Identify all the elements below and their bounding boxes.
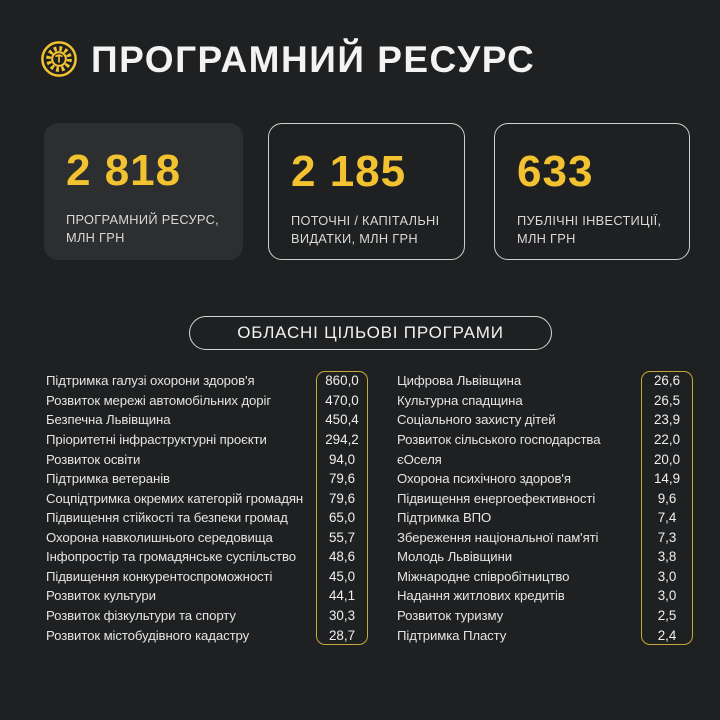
program-value: 7,4 (657, 510, 677, 526)
program-value: 94,0 (328, 451, 356, 467)
program-name: Розвиток фізкультури та спорту (46, 608, 236, 624)
program-value: 55,7 (328, 529, 356, 545)
program-name: Підтримка ВПО (397, 510, 492, 526)
program-name: Соціального захисту дітей (397, 412, 556, 428)
program-value: 9,6 (657, 490, 677, 506)
program-row (397, 606, 693, 626)
program-name: Молодь Львівщини (397, 549, 513, 565)
program-name: Міжнародне співробітництво (397, 568, 570, 584)
program-name: Підвищення конкурентоспроможності (46, 568, 273, 584)
program-row (397, 586, 693, 606)
program-name: Інфопростір та громадянське суспільство (46, 549, 296, 565)
program-value: 79,6 (328, 490, 356, 506)
program-name: Надання житлових кредитів (397, 588, 565, 604)
program-name: Пріоритетні інфраструктурні проєкти (46, 431, 267, 447)
program-name: Охорона психічного здоров'я (397, 471, 571, 487)
stat-value: 2 818 (66, 146, 182, 195)
program-row (397, 528, 693, 548)
program-value: 26,6 (653, 373, 681, 389)
program-row (397, 567, 693, 587)
program-name: Розвиток сільського господарства (397, 431, 601, 447)
program-row (46, 469, 368, 489)
program-row (46, 567, 368, 587)
program-value: 45,0 (328, 568, 356, 584)
program-row (397, 625, 693, 645)
page-title: ПРОГРАМНИЙ РЕСУРС (91, 38, 536, 80)
program-value: 3,0 (657, 568, 677, 584)
program-value: 30,3 (328, 608, 356, 624)
program-value: 3,0 (657, 588, 677, 604)
program-name: Підтримка Пласту (397, 627, 507, 643)
program-row (397, 430, 693, 450)
program-value: 2,4 (657, 627, 677, 643)
program-name: Розвиток культури (46, 588, 156, 604)
program-row (46, 625, 368, 645)
stat-label: ПУБЛІЧНІ ІНВЕСТИЦІЇ, МЛН ГРН (517, 213, 662, 247)
program-name: Соцпідтримка окремих категорій громадян (46, 490, 304, 506)
program-column-right (397, 371, 693, 645)
program-name: єОселя (397, 451, 442, 467)
program-row (46, 528, 368, 548)
program-row (46, 391, 368, 411)
program-name: Підтримка галузі охорони здоров'я (46, 373, 255, 389)
program-name: Підвищення стійкості та безпеки громад (46, 510, 288, 526)
stat-label: ПОТОЧНІ / КАПІТАЛЬНІ ВИДАТКИ, МЛН ГРН (291, 213, 440, 247)
program-name: Розвиток містобудівного кадастру (46, 627, 250, 643)
program-name: Розвиток туризму (397, 608, 504, 624)
program-value: 14,9 (653, 471, 681, 487)
program-value: 3,8 (657, 549, 677, 565)
program-row (397, 371, 693, 391)
program-column-left (46, 371, 368, 645)
program-value: 48,6 (328, 549, 356, 565)
program-name: Розвиток освіти (46, 451, 141, 467)
program-row (46, 586, 368, 606)
section-button-regional-target-programs[interactable]: ОБЛАСНІ ЦІЛЬОВІ ПРОГРАМИ (189, 316, 552, 350)
program-row (46, 508, 368, 528)
program-value: 23,9 (653, 412, 681, 428)
program-row (46, 430, 368, 450)
program-value: 44,1 (328, 588, 356, 604)
program-row (46, 410, 368, 430)
program-value: 65,0 (328, 510, 356, 526)
stat-label: ПРОГРАМНИЙ РЕСУРС, МЛН ГРН (66, 212, 220, 246)
program-name: Культурна спадщина (397, 392, 523, 408)
program-value: 26,5 (653, 392, 681, 408)
program-value: 450,4 (325, 412, 359, 428)
stat-value: 633 (517, 147, 594, 196)
program-value: 79,6 (328, 471, 356, 487)
program-name: Охорона навколишнього середовища (46, 529, 273, 545)
program-row (46, 547, 368, 567)
stat-card-program-resource (44, 123, 243, 260)
program-rows-left (46, 371, 368, 645)
program-value: 22,0 (653, 431, 681, 447)
program-row (46, 449, 368, 469)
program-value: 470,0 (325, 392, 359, 408)
program-name: Підвищення енергоефективності (397, 490, 596, 506)
header (40, 40, 535, 78)
program-value: 860,0 (325, 373, 359, 389)
gear-emblem-icon (40, 40, 78, 78)
program-name: Збереження національної пам'яті (397, 529, 599, 545)
program-name: Підтримка ветеранів (46, 471, 170, 487)
program-row (397, 488, 693, 508)
program-row (397, 469, 693, 489)
program-row (46, 488, 368, 508)
program-row (397, 391, 693, 411)
program-row (46, 371, 368, 391)
program-rows-right (397, 371, 693, 645)
program-value: 28,7 (328, 627, 356, 643)
stat-card-current-capital-expenses (268, 123, 465, 260)
program-row (397, 508, 693, 528)
program-name: Безпечна Львівщина (46, 412, 171, 428)
program-row (397, 410, 693, 430)
program-value: 2,5 (657, 608, 677, 624)
program-row (46, 606, 368, 626)
program-name: Розвиток мережі автомобільних доріг (46, 392, 272, 408)
program-name: Цифрова Львівщина (397, 373, 522, 389)
stat-value: 2 185 (291, 147, 407, 196)
program-value: 20,0 (653, 451, 681, 467)
program-row (397, 449, 693, 469)
stat-card-public-investments (494, 123, 690, 260)
program-value: 7,3 (657, 529, 677, 545)
program-row (397, 547, 693, 567)
program-value: 294,2 (325, 431, 359, 447)
